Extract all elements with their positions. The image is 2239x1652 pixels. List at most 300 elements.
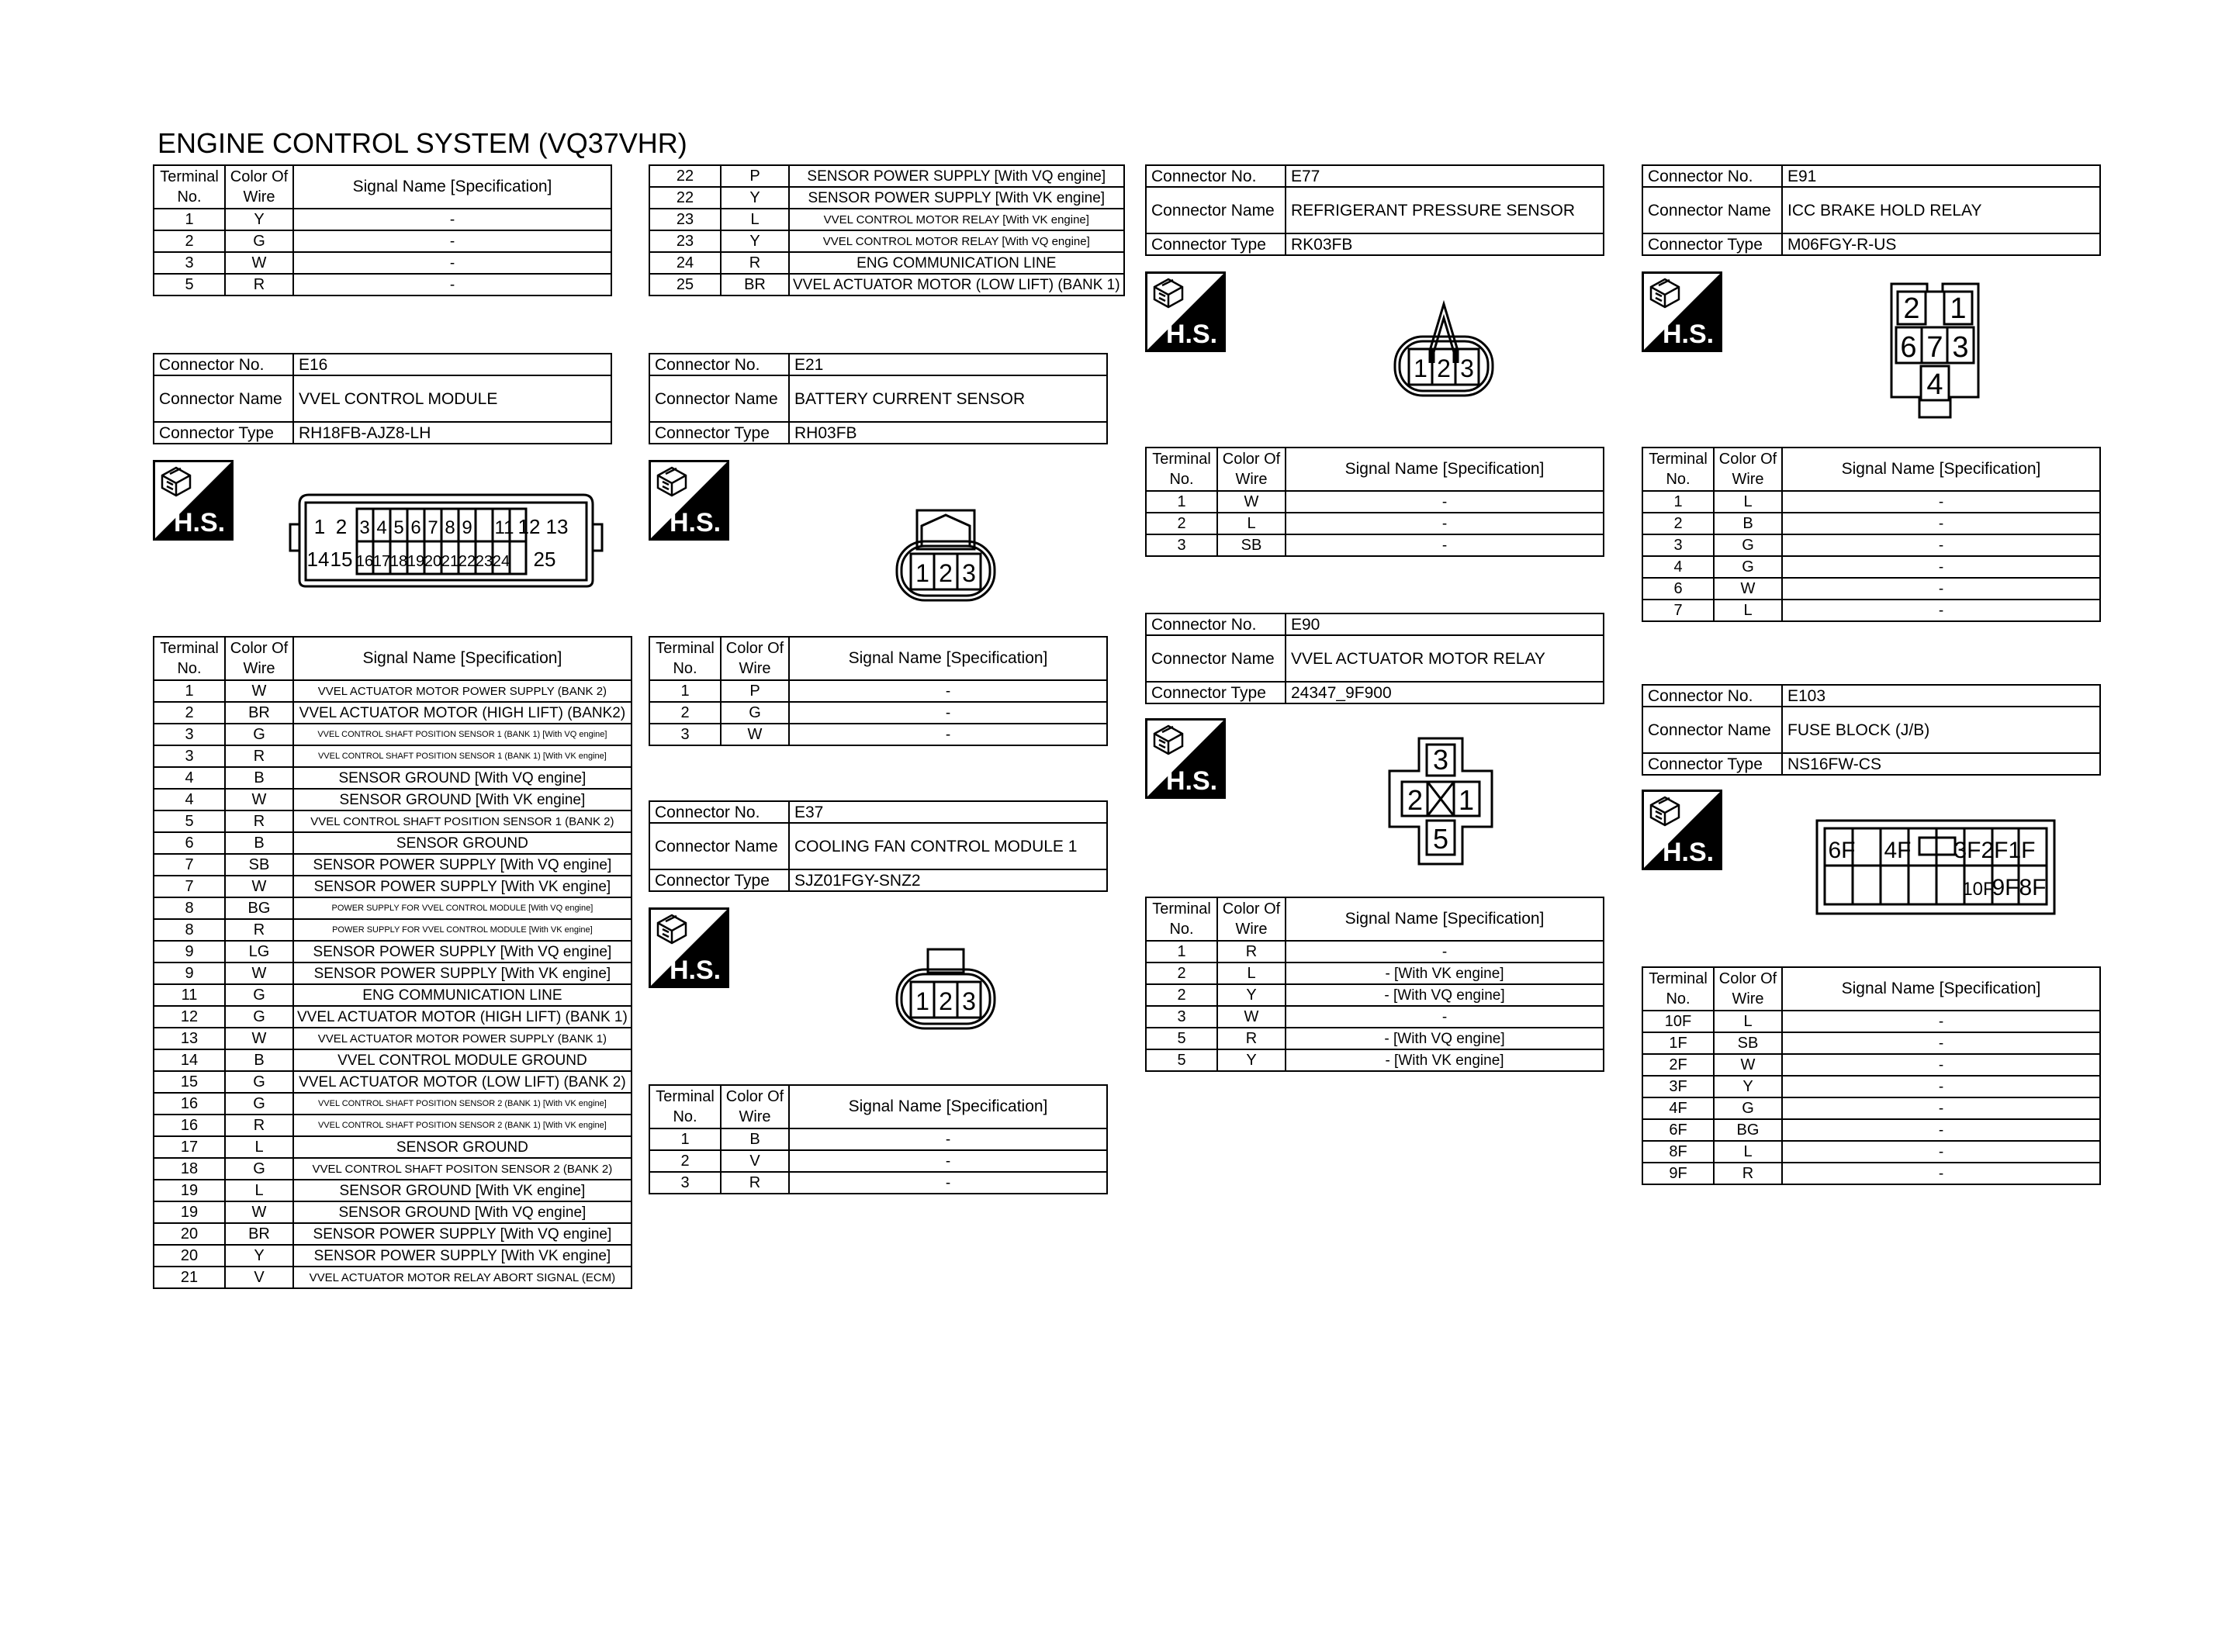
connector-name-label: Connector Name [154, 375, 293, 422]
signal-name-cell: SENSOR POWER SUPPLY [With VK engine] [293, 1245, 632, 1267]
table-row [154, 724, 632, 745]
connector-name-value: VVEL ACTUATOR MOTOR RELAY [1286, 635, 1604, 682]
connector-info-row [649, 422, 1107, 444]
top-left-terminal-table [153, 164, 612, 296]
table-row [154, 1006, 632, 1028]
connector-no-label: Connector No. [154, 354, 293, 375]
wire-color-cell: Y [225, 1245, 293, 1267]
connector-name-value: BATTERY CURRENT SENSOR [789, 375, 1107, 422]
wire-color-cell: B [225, 832, 293, 854]
e91-connector-diagram [1888, 281, 1981, 420]
hs-label: H.S. [669, 956, 722, 985]
terminal-no-cell: 11 [154, 984, 225, 1006]
signal-name-cell: - [With VQ engine] [1286, 1028, 1604, 1049]
terminal-no-cell: 22 [649, 187, 721, 209]
table-header-row [1642, 448, 2100, 491]
table-row [1146, 984, 1604, 1006]
signal-name-cell: SENSOR GROUND [293, 1136, 632, 1158]
signal-name-cell: SENSOR POWER SUPPLY [With VK engine] [293, 963, 632, 984]
table-row [1642, 556, 2100, 578]
connector-type-value: M06FGY-R-US [1782, 233, 2100, 255]
pin-label: 5 [393, 517, 404, 538]
signal-name-header: Signal Name [Specification] [1782, 448, 2100, 491]
connector-info-row [1642, 187, 2100, 233]
signal-name-cell: VVEL CONTROL SHAFT POSITION SENSOR 1 (BANK 1) [With VQ engine] [293, 724, 632, 745]
header-label: No. [1666, 471, 1690, 488]
connector-name-label: Connector Name [1642, 187, 1782, 233]
pin-label: 8 [445, 517, 455, 538]
terminal-no-cell: 1 [649, 680, 721, 702]
terminal-no-cell: 3 [154, 252, 225, 274]
e103-connector-info [1642, 684, 2101, 776]
wire-color-cell: L [1217, 963, 1286, 984]
e103-terminal-table [1642, 966, 2101, 1185]
color-of-wire-header [1217, 448, 1286, 491]
terminal-no-header [1146, 897, 1217, 941]
table-row [154, 854, 632, 876]
pin-label: 9 [462, 517, 472, 538]
table-row [1642, 491, 2100, 513]
terminal-no-cell: 2 [154, 702, 225, 724]
pin-label: 8F [2019, 875, 2047, 900]
pin-label: 1 [1458, 784, 1475, 816]
terminal-no-cell: 3 [1146, 1006, 1217, 1028]
color-of-wire-header [721, 637, 789, 680]
terminal-no-cell: 1 [154, 680, 225, 702]
pin-label: 15 [330, 548, 353, 571]
signal-name-cell: - [1782, 1163, 2100, 1184]
signal-name-cell: - [1286, 491, 1604, 513]
terminal-no-header [1642, 448, 1714, 491]
signal-name-cell: SENSOR GROUND [With VQ engine] [293, 767, 632, 789]
terminal-no-cell: 2 [1146, 984, 1217, 1006]
terminal-no-cell: 5 [154, 274, 225, 295]
header-label: Color Of [725, 640, 784, 657]
header-label: Terminal [656, 640, 715, 657]
connector-info-row [1146, 635, 1604, 682]
signal-name-cell: - [1782, 1141, 2100, 1163]
table-row [649, 209, 1124, 230]
signal-name-cell: SENSOR POWER SUPPLY [With VQ engine] [789, 165, 1124, 187]
signal-name-cell: POWER SUPPLY FOR VVEL CONTROL MODULE [With VK engine] [293, 919, 632, 941]
connector-info-row [1146, 682, 1604, 703]
wire-color-cell: R [721, 1172, 789, 1194]
table-row [154, 1180, 632, 1201]
header-label: No. [673, 1108, 697, 1125]
hs-label: H.S. [669, 508, 722, 537]
table-row [1146, 1049, 1604, 1071]
table-row [154, 1093, 632, 1115]
terminal-no-cell: 23 [649, 230, 721, 252]
terminal-no-header [1642, 967, 1714, 1011]
connector-type-value: 24347_9F900 [1286, 682, 1604, 703]
terminal-no-cell: 19 [154, 1201, 225, 1223]
header-label: Wire [1235, 921, 1268, 938]
pin-label: 7 [1926, 331, 1943, 364]
pin-label: 4F [1884, 838, 1912, 863]
terminal-no-cell: 1 [1146, 941, 1217, 963]
signal-name-cell: - [789, 680, 1107, 702]
pin-label: 2 [1407, 784, 1424, 816]
connector-type-label: Connector Type [154, 422, 293, 444]
connector-no-value: E37 [789, 801, 1107, 823]
wire-color-cell: W [225, 876, 293, 897]
terminal-no-cell: 2 [1146, 513, 1217, 534]
terminal-no-cell: 5 [1146, 1028, 1217, 1049]
pin-label: 1 [915, 559, 929, 587]
e90-connector-diagram [1386, 735, 1495, 867]
signal-name-cell: SENSOR GROUND [With VK engine] [293, 789, 632, 810]
header-label: Color Of [1222, 900, 1281, 918]
signal-name-header: Signal Name [Specification] [1782, 967, 2100, 1011]
pin-label: 6 [410, 517, 421, 538]
connector-name-value: FUSE BLOCK (J/B) [1782, 707, 2100, 753]
terminal-no-cell: 2 [1642, 513, 1714, 534]
terminal-no-cell: 9 [154, 963, 225, 984]
connector-no-label: Connector No. [1642, 685, 1782, 707]
connector-type-label: Connector Type [1146, 233, 1286, 255]
wire-color-cell: G [225, 984, 293, 1006]
wire-color-cell: V [721, 1150, 789, 1172]
wire-color-cell: L [1714, 491, 1782, 513]
signal-name-cell: - [789, 1128, 1107, 1150]
table-row [154, 680, 632, 702]
table-row [154, 1245, 632, 1267]
signal-name-cell: ENG COMMUNICATION LINE [293, 984, 632, 1006]
table-row [649, 680, 1107, 702]
pin-label: 1 [1414, 354, 1427, 382]
signal-name-cell: SENSOR POWER SUPPLY [With VQ engine] [293, 854, 632, 876]
terminal-no-cell: 2 [649, 1150, 721, 1172]
signal-name-cell: VVEL CONTROL SHAFT POSITON SENSOR 2 (BANK 2) [293, 1158, 632, 1180]
terminal-no-cell: 3 [1146, 534, 1217, 556]
terminal-no-cell: 9F [1642, 1163, 1714, 1184]
header-label: Terminal [1152, 451, 1211, 468]
signal-name-cell: SENSOR POWER SUPPLY [With VQ engine] [293, 941, 632, 963]
harness-side-icon [1642, 790, 1722, 870]
terminal-no-cell: 23 [649, 209, 721, 230]
signal-name-header: Signal Name [Specification] [293, 637, 632, 680]
table-row [154, 789, 632, 810]
connector-info-row [1146, 233, 1604, 255]
color-of-wire-header [225, 637, 293, 680]
wire-color-cell: R [1217, 1028, 1286, 1049]
terminal-no-cell: 6F [1642, 1119, 1714, 1141]
signal-name-cell: VVEL CONTROL SHAFT POSITION SENSOR 1 (BANK 2) [293, 810, 632, 832]
table-row [154, 209, 611, 230]
terminal-no-cell: 6 [154, 832, 225, 854]
e91-connector-info [1642, 164, 2101, 256]
table-row [154, 876, 632, 897]
connector-info-row [649, 801, 1107, 823]
table-header-row [1146, 897, 1604, 941]
table-row [1146, 491, 1604, 513]
wire-color-cell: Y [1714, 1076, 1782, 1097]
wire-color-cell: W [225, 252, 293, 274]
signal-name-cell: VVEL CONTROL MOTOR RELAY [With VK engine] [789, 209, 1124, 230]
table-row [154, 274, 611, 295]
terminal-no-cell: 8 [154, 897, 225, 919]
connector-info-row [1146, 165, 1604, 187]
connector-name-value: COOLING FAN CONTROL MODULE 1 [789, 823, 1107, 869]
wire-color-cell: R [225, 274, 293, 295]
e21-connector-info [649, 353, 1108, 444]
terminal-no-cell: 1F [1642, 1032, 1714, 1054]
harness-side-icon [1145, 271, 1226, 352]
table-row [1642, 513, 2100, 534]
table-header-row [1642, 967, 2100, 1011]
table-row [1642, 1141, 2100, 1163]
header-label: Terminal [160, 168, 219, 185]
e77-terminal-table [1145, 447, 1604, 557]
signal-name-header: Signal Name [Specification] [1286, 897, 1604, 941]
wire-color-cell: L [1217, 513, 1286, 534]
table-row [154, 1028, 632, 1049]
pin-label: 21 [441, 553, 459, 570]
header-label: Color Of [1222, 451, 1281, 468]
signal-name-cell: VVEL CONTROL MOTOR RELAY [With VQ engine] [789, 230, 1124, 252]
signal-name-cell: - [789, 1150, 1107, 1172]
terminal-no-cell: 2F [1642, 1054, 1714, 1076]
table-row [154, 897, 632, 919]
header-label: No. [1169, 921, 1194, 938]
wire-color-cell: G [1714, 534, 1782, 556]
signal-name-cell: - [1782, 534, 2100, 556]
table-row [1642, 1076, 2100, 1097]
table-row [154, 1158, 632, 1180]
wire-color-cell: B [1714, 513, 1782, 534]
wire-color-cell: G [225, 1158, 293, 1180]
top-middle-terminal-table [649, 164, 1125, 296]
signal-name-cell: - [With VQ engine] [1286, 984, 1604, 1006]
connector-name-label: Connector Name [1642, 707, 1782, 753]
signal-name-cell: VVEL CONTROL SHAFT POSITION SENSOR 2 (BANK 1) [With VK engine] [293, 1115, 632, 1136]
wire-color-cell: G [721, 702, 789, 724]
pin-label: 2 [1437, 354, 1451, 382]
table-row [154, 252, 611, 274]
pin-label: 24 [492, 553, 510, 570]
table-row [154, 941, 632, 963]
wire-color-cell: W [1217, 1006, 1286, 1028]
table-row [154, 1201, 632, 1223]
terminal-no-cell: 3 [649, 1172, 721, 1194]
terminal-no-cell: 18 [154, 1158, 225, 1180]
wire-color-cell: R [225, 1115, 293, 1136]
table-row [154, 745, 632, 767]
connector-no-value: E90 [1286, 613, 1604, 635]
wire-color-cell: W [1217, 491, 1286, 513]
connector-no-value: E91 [1782, 165, 2100, 187]
connector-no-label: Connector No. [1642, 165, 1782, 187]
signal-name-cell: - [1286, 513, 1604, 534]
header-label: Wire [243, 660, 275, 677]
terminal-no-cell: 8 [154, 919, 225, 941]
pin-label: 6 [1900, 331, 1917, 364]
terminal-no-cell: 2 [154, 230, 225, 252]
terminal-no-cell: 2 [649, 702, 721, 724]
header-label: Color Of [230, 168, 289, 185]
table-row [154, 1115, 632, 1136]
table-row [1146, 941, 1604, 963]
signal-name-cell: VVEL ACTUATOR MOTOR (LOW LIFT) (BANK 1) [789, 274, 1124, 295]
signal-name-cell: SENSOR POWER SUPPLY [With VK engine] [789, 187, 1124, 209]
connector-name-label: Connector Name [649, 823, 789, 869]
wire-color-cell: G [225, 1006, 293, 1028]
connector-no-label: Connector No. [649, 354, 789, 375]
connector-info-row [1146, 187, 1604, 233]
signal-name-cell: SENSOR GROUND [293, 832, 632, 854]
connector-info-row [154, 354, 611, 375]
pin-label: 2 [939, 987, 953, 1015]
terminal-no-cell: 12 [154, 1006, 225, 1028]
pin-label: 22 [458, 553, 476, 570]
connector-no-label: Connector No. [649, 801, 789, 823]
signal-name-cell: - [With VK engine] [1286, 1049, 1604, 1071]
pin-label: 19 [407, 553, 425, 570]
terminal-no-cell: 7 [154, 854, 225, 876]
terminal-no-header [649, 637, 721, 680]
hs-label: H.S. [1165, 320, 1218, 349]
table-row [154, 963, 632, 984]
signal-name-cell: - [1782, 600, 2100, 621]
connector-info-row [1642, 685, 2100, 707]
terminal-no-header [1146, 448, 1217, 491]
table-row [649, 252, 1124, 274]
pin-label: 23 [475, 553, 493, 570]
table-row [1146, 534, 1604, 556]
wire-color-cell: B [721, 1128, 789, 1150]
signal-name-cell: - [293, 274, 611, 295]
table-header-row [154, 637, 632, 680]
pin-label: 1 [313, 515, 326, 538]
pin-label: 11 [494, 517, 514, 538]
table-row [1642, 578, 2100, 600]
terminal-no-cell: 8F [1642, 1141, 1714, 1163]
terminal-no-cell: 22 [649, 165, 721, 187]
terminal-no-header [154, 637, 225, 680]
connector-type-label: Connector Type [1146, 682, 1286, 703]
harness-side-icon [1145, 718, 1226, 799]
pin-label: 4 [376, 517, 387, 538]
signal-name-cell: VVEL ACTUATOR MOTOR POWER SUPPLY (BANK 2) [293, 680, 632, 702]
connector-no-value: E77 [1286, 165, 1604, 187]
terminal-no-cell: 5 [154, 810, 225, 832]
pin-label: 2 [335, 515, 348, 538]
header-label: Wire [739, 660, 771, 677]
terminal-no-cell: 7 [154, 876, 225, 897]
header-label: No. [1169, 471, 1194, 488]
signal-name-cell: - [1286, 534, 1604, 556]
wire-color-cell: L [225, 1180, 293, 1201]
e77-connector-info [1145, 164, 1604, 256]
signal-name-cell: SENSOR POWER SUPPLY [With VQ engine] [293, 1223, 632, 1245]
wire-color-cell: Y [721, 187, 789, 209]
terminal-no-cell: 3 [154, 745, 225, 767]
e37-connector-diagram [888, 921, 996, 1030]
header-label: No. [177, 188, 202, 206]
pin-label: 1 [915, 987, 929, 1015]
terminal-no-header [154, 165, 225, 209]
wire-color-cell: L [1714, 1011, 1782, 1032]
connector-info-row [1642, 165, 2100, 187]
e16-connector-info [153, 353, 612, 444]
wire-color-cell: W [1714, 578, 1782, 600]
wire-color-cell: P [721, 165, 789, 187]
pin-label: 3 [962, 987, 976, 1015]
connector-info-row [649, 823, 1107, 869]
table-row [154, 1136, 632, 1158]
signal-name-cell: - [1782, 513, 2100, 534]
table-row [1146, 1006, 1604, 1028]
connector-info-row [154, 375, 611, 422]
terminal-no-cell: 1 [649, 1128, 721, 1150]
hs-label: H.S. [1662, 838, 1715, 867]
table-row [649, 724, 1107, 745]
wire-color-cell: B [225, 767, 293, 789]
wire-color-cell: R [1714, 1163, 1782, 1184]
header-label: Color Of [230, 640, 289, 657]
signal-name-cell: - [1782, 578, 2100, 600]
signal-name-cell: ENG COMMUNICATION LINE [789, 252, 1124, 274]
terminal-no-cell: 1 [1146, 491, 1217, 513]
signal-name-header: Signal Name [Specification] [293, 165, 611, 209]
terminal-no-cell: 6 [1642, 578, 1714, 600]
connector-no-value: E103 [1782, 685, 2100, 707]
header-label: Wire [1235, 471, 1268, 488]
wire-color-cell: BR [225, 1223, 293, 1245]
color-of-wire-header [225, 165, 293, 209]
terminal-no-cell: 10F [1642, 1011, 1714, 1032]
wire-color-cell: R [225, 919, 293, 941]
connector-info-row [649, 869, 1107, 891]
table-header-row [154, 165, 611, 209]
wire-color-cell: BG [1714, 1119, 1782, 1141]
harness-side-icon [649, 460, 729, 541]
table-row [1642, 1097, 2100, 1119]
signal-name-cell: - [1782, 1011, 2100, 1032]
wire-color-cell: G [1714, 1097, 1782, 1119]
signal-name-cell: VVEL CONTROL MODULE GROUND [293, 1049, 632, 1071]
pin-label: 7 [427, 517, 438, 538]
wire-color-cell: W [225, 789, 293, 810]
e90-connector-info [1145, 613, 1604, 704]
signal-name-cell: - [789, 1172, 1107, 1194]
terminal-no-cell: 4 [1642, 556, 1714, 578]
table-row [649, 1128, 1107, 1150]
signal-name-cell: VVEL ACTUATOR MOTOR RELAY ABORT SIGNAL (ECM) [293, 1267, 632, 1288]
wire-color-cell: L [721, 209, 789, 230]
wire-color-cell: L [1714, 600, 1782, 621]
wire-color-cell: SB [1714, 1032, 1782, 1054]
terminal-no-cell: 4F [1642, 1097, 1714, 1119]
connector-info-row [1642, 233, 2100, 255]
harness-side-icon [153, 460, 234, 541]
color-of-wire-header [1217, 897, 1286, 941]
table-row [649, 165, 1124, 187]
signal-name-cell: - [1782, 556, 2100, 578]
terminal-no-cell: 16 [154, 1093, 225, 1115]
table-row [154, 1071, 632, 1093]
terminal-no-cell: 14 [154, 1049, 225, 1071]
terminal-no-cell: 25 [649, 274, 721, 295]
header-label: Terminal [1649, 451, 1708, 468]
connector-type-label: Connector Type [649, 869, 789, 891]
table-row [154, 984, 632, 1006]
terminal-no-cell: 2 [1146, 963, 1217, 984]
wire-color-cell: BG [225, 897, 293, 919]
terminal-no-cell: 9 [154, 941, 225, 963]
connector-name-label: Connector Name [649, 375, 789, 422]
